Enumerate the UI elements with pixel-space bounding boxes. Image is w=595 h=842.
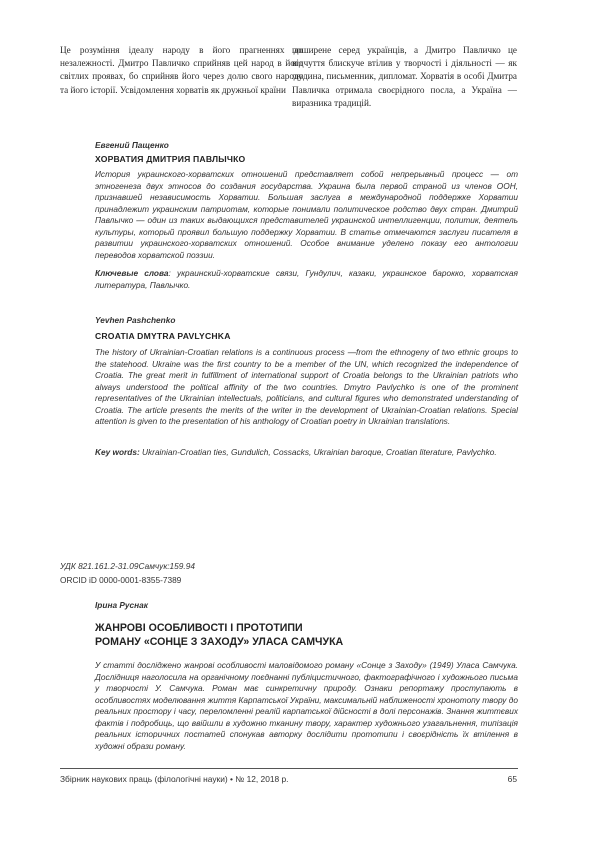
uk-abstract: У статті досліджено жанрові особливості маловідомого роману «Сонце з Заходу» (1949) Уласа Самчука. Дослідниця наголосила на органічному поєднанні публіцистичного, фактографічного і художнього письма у творчості У. Самчука. Роман має синкретичну природу. Ознаки репортажу проступають в особливостях моделювання життя Карпатської України, максимальній наближеності хронотопу твору до реальних простору і часу, переломленні реалій карпатської дійсності в долі персонажів. Знання життєвих фактів і подробиць, що ввійшли в художню тканину твору, характер художнього узагальнення, типізація реальних історичних постатей спонукав авторку дослідити прототипи і своєрідність їх втілення в художні образи роману. (95, 660, 518, 751)
en-abstract: The history of Ukrainian-Croatian relations is a continuous process —from the ethnogeny of two ethnic groups to the statehood. Ukraine was the first country to be a member of the UN, which recognized the independence of Croatia. The great merit in fulfillment of international support of Croatia belongs to the Ukrainian patriots who always understood the political affinity of the two countries. Dmytro Pavlychko is one of the prominent representatives of the Ukrainian intellectuals, politicians, and cultural figures who demonstrated understanding of Croatia. The article presents the merits of the writer in the development of Ukrainian-Croatian relations. Special attention is given to the presentation of his anthology of Croatian poetry in Ukrainian translations. (95, 347, 518, 426)
footer-divider (60, 768, 518, 769)
en-author: Yevhen Pashchenko (95, 315, 176, 325)
intro-column-right: поширене серед українців, а Дмитро Павличко це відчуття блискуче втілив у творчості і діяльності — як людина, письменник, дипломат. Хорватія в особі Дмитра Павличка отримала своєрідного посла, а Україна — виразника традицій. (292, 45, 517, 108)
page-number: 65 (507, 774, 517, 784)
uk-title-line2: РОМАНУ «СОНЦЕ З ЗАХОДУ» УЛАСА САМЧУКА (95, 635, 344, 648)
udc-code: УДК 821.161.2-31.09Самчук:159.94 (60, 561, 195, 571)
en-keywords (95, 447, 518, 459)
orcid-id: ORCID iD 0000-0001-8355-7389 (60, 575, 182, 585)
en-keywords-text: Ukrainian-Croatian ties, Gundulich, Cossacks, Ukrainian baroque, Croatian literature, Pavlychko. (139, 447, 497, 457)
ru-title: ХОРВАТИЯ ДМИТРИЯ ПАВЛЫЧКО (95, 154, 246, 164)
intro-column-left: Це розуміння ідеалу народу в його прагненнях до незалежності. Дмитро Павличко сприйняв цей народ в його світлих проявах, бо сприйняв його через долю свого народу та його історії. Усвідомлення хорватів як дружньої країни (60, 45, 303, 95)
ru-keywords (95, 268, 518, 291)
ru-keywords-text: : украинский-хорватские связи, Гундулич, казаки, украинское барокко, хорватская литература, Павлычко. (95, 268, 518, 290)
ru-keywords-label: Ключевые слова (95, 268, 169, 278)
uk-author: Ірина Руснак (95, 600, 148, 610)
uk-title-line1: ЖАНРОВІ ОСОБЛИВОСТІ І ПРОТОТИПИ (95, 622, 303, 634)
ru-author: Евгений Пащенко (95, 140, 169, 150)
uk-title (95, 622, 518, 649)
en-title: CROATIA DMYTRA PAVLYCHKA (95, 331, 231, 341)
footer-journal: Збірник наукових праць (філологічні науки) • № 12, 2018 р. (60, 774, 289, 784)
ru-abstract: История украинского-хорватских отношений представляет собой непрерывный процесс — от этногенеза двух этносов до создания государства. Украина была первой страной из членов ООН, признавшей независимость Хорватии. Большая заслуга в международной поддержке Хорватии принадлежит украинским патриотам, которые понимали политическое родство двух стран. Дмитрий Павлычко — один из таких выдающихся представителей украинской интеллигенции, политик, деятель культуры, который проявил большую поддержку Хорватии. В статье отмечаются заслуги писателя в развитии украинского-хорватских отношений. Особое внимание уделено показу его антологии переводов хорватской поэзии. (95, 169, 518, 260)
en-keywords-label: Key words: (95, 447, 140, 457)
